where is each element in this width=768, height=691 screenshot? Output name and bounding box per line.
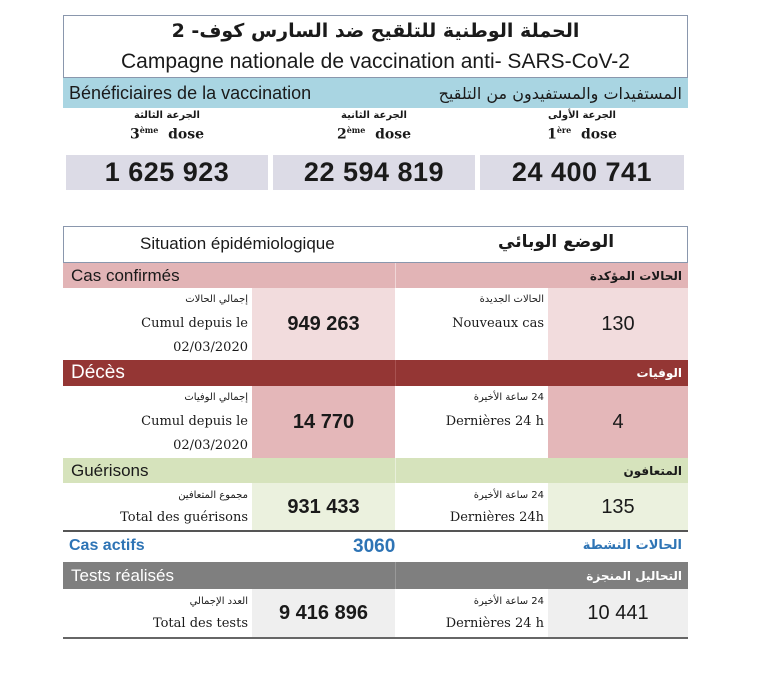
confirmed-cumul-date: 02/03/2020 (173, 340, 248, 355)
tests-cumul-value: 9 416 896 (252, 589, 395, 637)
dose-2-value: 22 594 819 (273, 155, 475, 190)
deaths-cumul-date: 02/03/2020 (173, 438, 248, 453)
dose-2-label-ar: الجرعة الثانية (341, 110, 407, 121)
dose-3-label: 3ème dose (129, 125, 205, 143)
dose-1-label-ar: الجرعة الأولى (548, 110, 616, 121)
tests-header (63, 562, 688, 589)
recoveries-new-value: 135 (548, 483, 688, 531)
beneficiaries-label-ar: المستفيدات والمستفيدون من التلقيح (438, 83, 682, 103)
dose-2-column (273, 110, 475, 190)
active-cases-value: 3060 (353, 536, 396, 557)
dose-3-value: 1 625 923 (66, 155, 268, 190)
tests-title-ar: التحاليل المنجزة (586, 568, 682, 583)
tests-new-label-ar: 24 ساعة الأخيرة (473, 596, 544, 607)
recoveries-new-label-fr: Dernières 24h (449, 510, 544, 525)
deaths-divider (395, 360, 396, 386)
dose-3-label-ar: الجرعة الثالثة (134, 110, 200, 121)
tests-cumul-label-fr: Total des tests (152, 616, 248, 631)
confirmed-new-value: 130 (548, 288, 688, 360)
recoveries-cumul-label (63, 483, 252, 531)
deaths-header (63, 360, 688, 386)
deaths-cumul-label (63, 386, 252, 458)
tests-new-value: 10 441 (548, 589, 688, 637)
beneficiaries-band (63, 78, 688, 108)
confirmed-header (63, 263, 688, 288)
confirmed-cumul-value: 949 263 (252, 288, 395, 360)
recoveries-cumul-label-fr: Total des guérisons (120, 510, 248, 525)
campaign-title-box (63, 15, 688, 78)
recoveries-cumul-label-ar: مجموع المتعافين (178, 490, 248, 501)
active-cases-row (63, 532, 688, 562)
recoveries-new-label-ar: 24 ساعة الأخيرة (473, 490, 544, 501)
dose-1-value: 24 400 741 (480, 155, 684, 190)
beneficiaries-label-fr: Bénéficiaires de la vaccination (69, 82, 312, 103)
recoveries-title-fr: Guérisons (71, 460, 149, 480)
situation-title-fr: Situation épidémiologique (140, 234, 335, 253)
confirmed-title-fr: Cas confirmés (71, 265, 180, 285)
tests-title-fr: Tests réalisés (71, 565, 174, 585)
dose-2-label: 2ème dose (336, 125, 412, 143)
confirmed-title-ar: الحالات المؤكدة (589, 268, 682, 283)
deaths-new-value: 4 (548, 386, 688, 458)
dose-1-label: 1ère dose (547, 125, 617, 143)
active-cases-label-ar: الحالات النشطة (582, 538, 682, 553)
deaths-new-label-ar: 24 ساعة الأخيرة (473, 392, 544, 403)
dose-1-column (480, 110, 684, 190)
confirmed-new-label-ar: الحالات الجديدة (479, 294, 544, 305)
deaths-cumul-label-fr: Cumul depuis le (141, 414, 248, 429)
tests-bottom-rule (63, 637, 688, 639)
deaths-cumul-label-ar: إجمالي الوفيات (184, 392, 248, 403)
tests-cumul-label (63, 589, 252, 637)
dose-3-column (66, 110, 268, 190)
situation-title-box (63, 226, 688, 263)
recoveries-header (63, 458, 688, 483)
deaths-title-ar: الوفيات (636, 366, 682, 380)
confirmed-new-label (396, 288, 548, 360)
deaths-new-label-fr: Dernières 24 h (445, 414, 544, 429)
confirmed-cumul-label-ar: إجمالي الحالات (185, 294, 248, 305)
tests-new-label (396, 589, 548, 637)
confirmed-cumul-label-fr: Cumul depuis le (141, 316, 248, 331)
campaign-title-fr: Campagne nationale de vaccination anti- SARS-CoV-2 (121, 50, 630, 73)
recoveries-title-ar: المتعافون (623, 463, 682, 478)
recoveries-cumul-value: 931 433 (252, 483, 395, 531)
recoveries-new-label (396, 483, 548, 531)
confirmed-cumul-label (63, 288, 252, 360)
tests-new-label-fr: Dernières 24 h (445, 616, 544, 631)
deaths-cumul-value: 14 770 (252, 386, 395, 458)
situation-title-ar: الوضع الوبائي (498, 232, 615, 252)
tests-divider (395, 562, 396, 589)
tests-cumul-label-ar: العدد الإجمالي (189, 596, 248, 607)
campaign-title-ar: الحملة الوطنية للتلقيح ضد السارس كوف- 2 (171, 20, 580, 42)
deaths-title-fr: Décès (71, 362, 125, 383)
active-cases-label-fr: Cas actifs (69, 537, 145, 554)
deaths-new-label (396, 386, 548, 458)
confirmed-divider (395, 263, 396, 288)
confirmed-new-label-fr: Nouveaux cas (452, 316, 544, 331)
recoveries-divider (395, 458, 396, 483)
